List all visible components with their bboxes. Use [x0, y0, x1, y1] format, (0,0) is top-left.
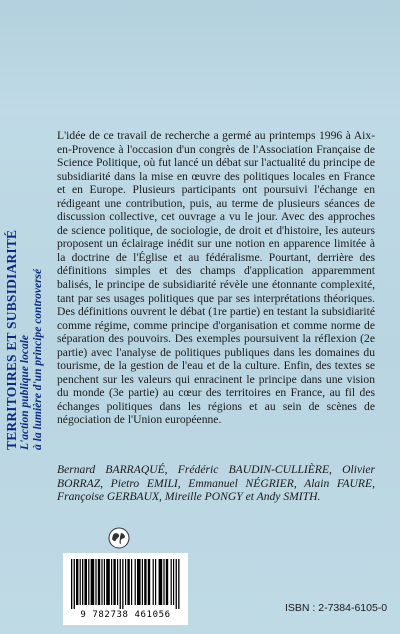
cover-top-band	[0, 0, 400, 115]
publisher-globe-icon	[108, 527, 130, 549]
book-subtitle-line2: à la lumière d'un principe controversé	[32, 268, 44, 450]
back-cover-blurb	[57, 129, 375, 427]
barcode-bars	[71, 559, 180, 609]
barcode-digits: 9 782738 461056	[80, 610, 171, 620]
blurb-text: L'idée de ce travail de recherche a germé au printemps 1996 à Aix-en-Provence à l'occasion d'un congrès de l'Association Française de Science Politique, où fut lancé un débat sur l'actualité du principe de subsidiarité dans la mise en œuvre des politiques locales en France et en Europe. Plusieurs participants ont poursuivi l'échange en rédigeant une contribution, puis, au terme de plusieurs séances de discussion collective, cet ouvrage a vu le jour. Avec des approches de science politique, de sociologie, de droit et d'histoire, les auteurs proposent un éclairage inédit sur une notion en apparence limitée à la doctrine de l'Église et au fédéralisme. Pourtant, derrière des définitions simples et des champs d'application apparemment balisés, le principe de subsidiarité révèle une étonnante complexité, tant par ses usages politiques que par ses interprétations théoriques. Des définitions ouvrent le débat (1re partie) en testant la subsidiarité comme régime, comme principe d'organisation et comme norme de séparation des pouvoirs. Des exemples poursuivent la réflexion (2e partie) avec l'analyse de politiques publiques dans les domaines du tourisme, de la gestion de l'eau et de la culture. Enfin, des textes se penchent sur les valeurs qui enracinent le principe dans une vision du monde (3e partie) au cœur des territoires en France, au fil des échanges politiques dans les régions et au sein de scènes de négociation de l'Union européenne.	[57, 129, 375, 427]
authors-list: Bernard BARRAQUÉ, Frédéric BAUDIN-CULLIÈRE, Olivier BORRAZ, Pietro EMILI, Emmanuel NÉGRIER, Alain FAURE, Françoise GERBAUX, Mireille PONGY et Andy SMITH.	[57, 463, 375, 504]
barcode	[63, 553, 188, 625]
book-subtitle-line1: L'action publique locale	[19, 335, 31, 450]
book-title: TERRITOIRES ET SUBSIDIARITÉ	[4, 229, 19, 450]
isbn-label: ISBN : 2-7384-6105-0	[285, 602, 388, 614]
spine-title-block	[4, 150, 48, 450]
